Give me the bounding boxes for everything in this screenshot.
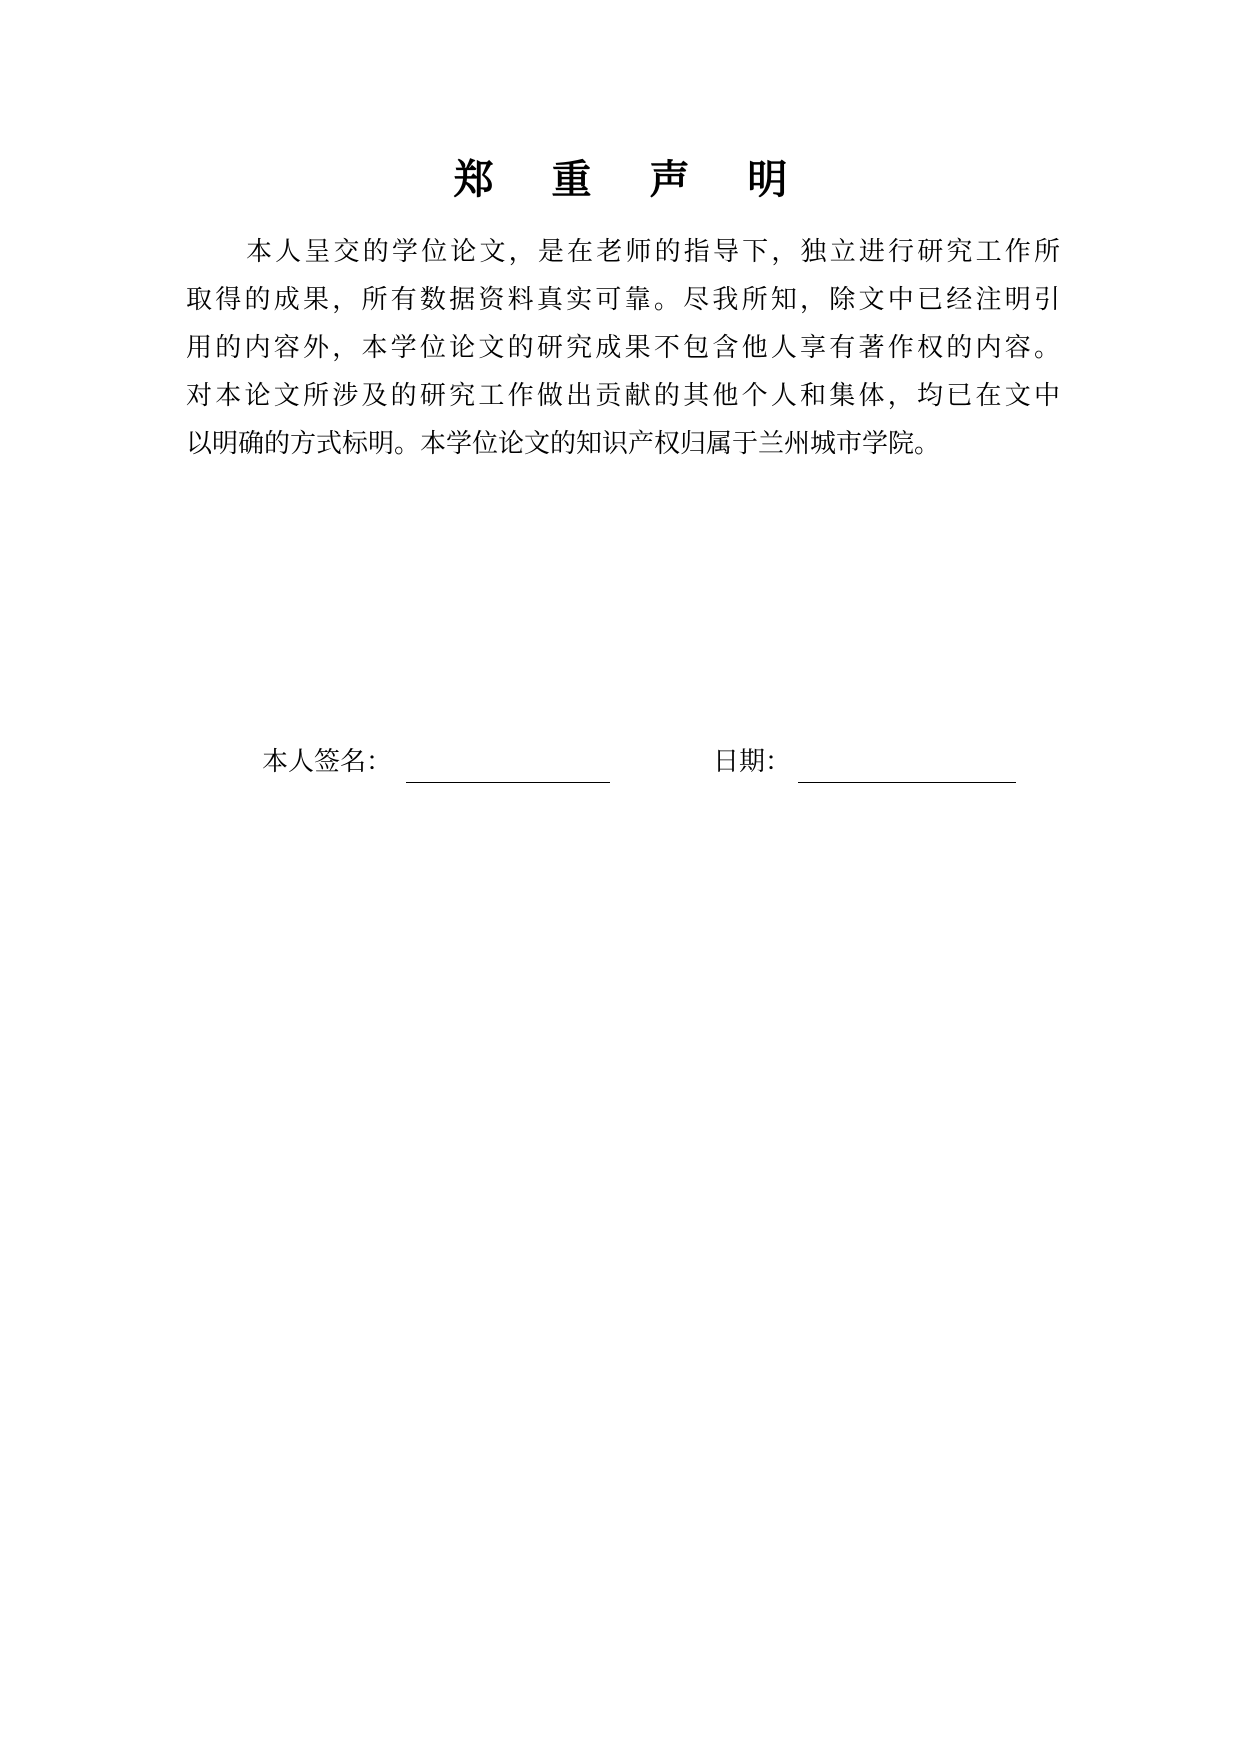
declaration-line: 取得的成果，所有数据资料真实可靠。尽我所知，除文中已经注明引 (186, 285, 1060, 315)
declaration-line: 对本论文所涉及的研究工作做出贡献的其他个人和集体，均已在文中 (186, 381, 1060, 411)
signer-signature-line[interactable] (406, 782, 610, 783)
declaration-line: 本人呈交的学位论文，是在老师的指导下，独立进行研究工作所 (246, 237, 1060, 267)
declaration-paragraph (186, 228, 1060, 468)
declaration-line: 用的内容外，本学位论文的研究成果不包含他人享有著作权的内容。 (186, 333, 1060, 363)
page-title: 郑 重 声 明 (453, 157, 810, 203)
date-label: 日期： (713, 747, 792, 777)
date-signature-line[interactable] (798, 782, 1016, 783)
signature-row (0, 740, 1241, 790)
signer-label: 本人签名： (262, 747, 393, 777)
declaration-line: 以明确的方式标明。本学位论文的知识产权归属于兰州城市学院。 (186, 429, 941, 459)
